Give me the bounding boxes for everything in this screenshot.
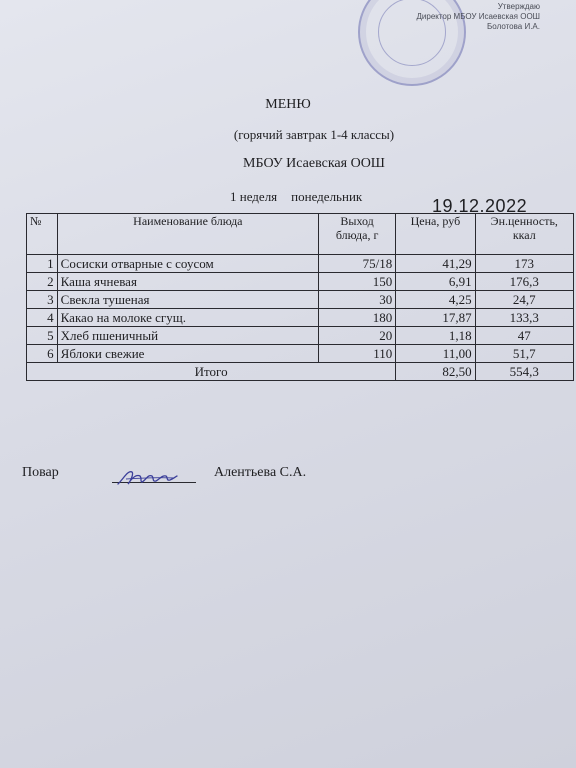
col-dish-header: Наименование блюда [57, 214, 318, 255]
approval-line-1: Утверждаю [497, 2, 540, 11]
dish-energy: 51,7 [475, 345, 573, 363]
col-portion-header: Выход блюда, г [319, 214, 396, 255]
table-row [27, 273, 574, 291]
week-label: 1 неделя [230, 189, 278, 204]
row-number: 4 [27, 309, 58, 327]
col-price-header: Цена, руб [396, 214, 475, 255]
dish-name: Сосиски отварные с соусом [57, 255, 318, 273]
table-row [27, 327, 574, 345]
dish-name: Каша ячневая [57, 273, 318, 291]
table-row [27, 345, 574, 363]
school-name: МБОУ Исаевская ООШ [243, 156, 385, 171]
menu-table [26, 213, 574, 381]
portion-weight: 75/18 [319, 255, 396, 273]
dish-price: 6,91 [396, 273, 475, 291]
table-row [27, 309, 574, 327]
handwritten-signature [116, 466, 178, 488]
col-number-header: № [27, 214, 58, 255]
table-total-row [27, 363, 574, 381]
table-header-row [27, 214, 574, 255]
dish-name: Хлеб пшеничный [57, 327, 318, 345]
cook-role-label: Повар [22, 465, 59, 480]
dish-energy: 176,3 [475, 273, 573, 291]
dish-energy: 133,3 [475, 309, 573, 327]
dish-price: 11,00 [396, 345, 475, 363]
dish-price: 17,87 [396, 309, 475, 327]
cook-name: Алентьева С.А. [214, 465, 307, 480]
dish-name: Какао на молоке сгущ. [57, 309, 318, 327]
dish-energy: 24,7 [475, 291, 573, 309]
week-day-line [230, 189, 362, 205]
row-number: 3 [27, 291, 58, 309]
table-row [27, 291, 574, 309]
menu-subtitle: (горячий завтрак 1-4 классы) [233, 127, 395, 142]
dish-price: 1,18 [396, 327, 475, 345]
dish-name: Яблоки свежие [57, 345, 318, 363]
dish-price: 41,29 [396, 255, 475, 273]
dish-name: Свекла тушеная [57, 291, 318, 309]
approval-line-3: Болотова И.А. [487, 22, 540, 31]
dish-energy: 173 [475, 255, 573, 273]
row-number: 1 [27, 255, 58, 273]
dish-energy: 47 [475, 327, 573, 345]
row-number: 5 [27, 327, 58, 345]
total-label: Итого [27, 363, 396, 381]
portion-weight: 20 [319, 327, 396, 345]
row-number: 6 [27, 345, 58, 363]
total-energy: 554,3 [475, 363, 573, 381]
portion-weight: 110 [319, 345, 396, 363]
approval-block [370, 2, 540, 32]
portion-weight: 180 [319, 309, 396, 327]
menu-date: 19.12.2022 [432, 196, 528, 216]
portion-weight: 150 [319, 273, 396, 291]
approval-line-2: Директор МБОУ Исаевская ООШ [416, 12, 540, 21]
portion-weight: 30 [319, 291, 396, 309]
dish-price: 4,25 [396, 291, 475, 309]
menu-title: МЕНЮ [265, 97, 311, 112]
row-number: 2 [27, 273, 58, 291]
col-energy-header: Эн.ценность, ккал [475, 214, 573, 255]
table-row [27, 255, 574, 273]
day-label: понедельник [291, 189, 363, 204]
total-price: 82,50 [396, 363, 475, 381]
